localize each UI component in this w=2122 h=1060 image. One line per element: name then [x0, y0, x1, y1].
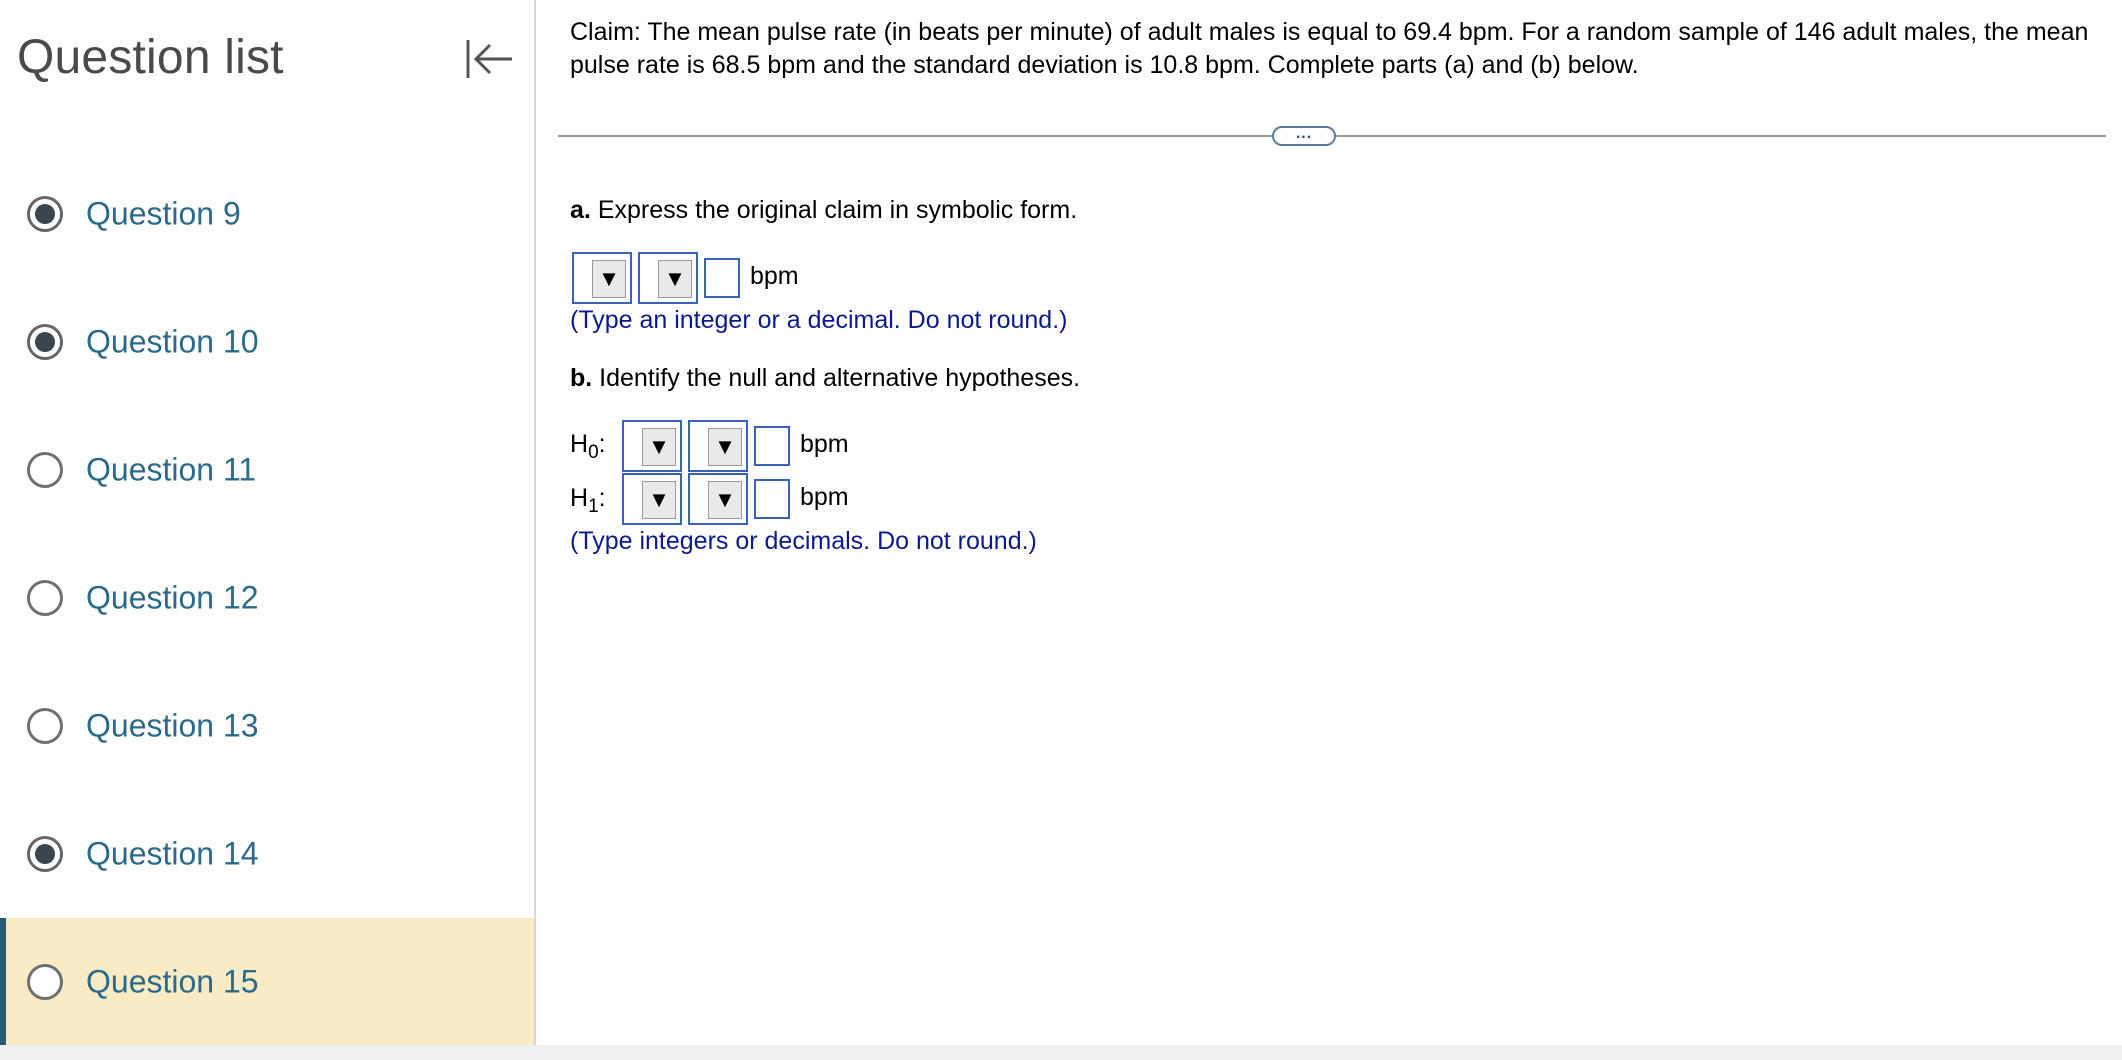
h1-label — [570, 484, 606, 518]
question-label: Question 9 — [86, 195, 241, 232]
collapse-sidebar-button[interactable] — [462, 34, 518, 84]
dropdown-arrow-icon: ▼ — [592, 260, 626, 298]
h1-relation-dropdown[interactable] — [688, 473, 748, 525]
question-item-10[interactable] — [0, 278, 534, 406]
part-a-text: Express the original claim in symbolic form. — [597, 196, 1078, 224]
h1-parameter-dropdown[interactable] — [622, 473, 682, 525]
dropdown-arrow-icon: ▼ — [658, 260, 692, 298]
h0-value-input[interactable] — [754, 426, 790, 466]
h1-answer-row — [622, 473, 882, 527]
answered-radio-icon — [27, 836, 63, 872]
question-item-11[interactable] — [0, 406, 534, 534]
question-content — [538, 0, 2122, 1045]
question-label: Question 12 — [86, 579, 259, 616]
part-a-relation-dropdown[interactable] — [638, 252, 698, 304]
part-b-hint: (Type integers or decimals. Do not round.) — [570, 527, 1037, 555]
part-b-prompt — [570, 364, 1080, 393]
h0-symbol: H — [570, 430, 589, 458]
h1-symbol: H — [570, 484, 589, 512]
part-a-prompt — [570, 196, 1077, 225]
question-label: Question 10 — [86, 323, 259, 360]
question-list-sidebar — [0, 0, 536, 1045]
question-item-15[interactable] — [0, 918, 534, 1046]
part-a-parameter-dropdown[interactable] — [572, 252, 632, 304]
dropdown-arrow-icon: ▼ — [708, 428, 742, 466]
unanswered-radio-icon — [27, 964, 63, 1000]
h1-unit: bpm — [800, 483, 849, 511]
unanswered-radio-icon — [27, 708, 63, 744]
unanswered-radio-icon — [27, 452, 63, 488]
part-a-letter: a. — [570, 196, 591, 224]
answered-radio-icon — [27, 196, 63, 232]
part-a-unit: bpm — [750, 262, 799, 290]
part-b-letter: b. — [570, 364, 593, 392]
question-label: Question 11 — [86, 451, 257, 488]
part-a-answer-row — [572, 252, 832, 306]
h0-relation-dropdown[interactable] — [688, 420, 748, 472]
dropdown-arrow-icon: ▼ — [642, 428, 676, 466]
h0-colon: : — [598, 430, 606, 458]
question-item-14[interactable] — [0, 790, 534, 918]
h1-subscript: 1 — [588, 496, 599, 517]
h0-label — [570, 430, 606, 464]
h1-value-input[interactable] — [754, 479, 790, 519]
question-item-12[interactable] — [0, 534, 534, 662]
h0-unit: bpm — [800, 430, 849, 458]
dropdown-arrow-icon: ▼ — [708, 481, 742, 519]
question-label: Question 13 — [86, 707, 259, 744]
collapse-left-icon — [462, 34, 518, 84]
h0-subscript: 0 — [588, 442, 599, 463]
question-label: Question 14 — [86, 835, 259, 872]
h1-colon: : — [598, 484, 606, 512]
question-claim-text: Claim: The mean pulse rate (in beats per minute) of adult males is equal to 69.4 bpm. For a random sample of 146 adult males, the mean pulse rate is 68.5 bpm and the standard deviation is 10.8 bpm. Complete parts (a) and (b) below. — [570, 18, 2089, 79]
answered-radio-icon — [27, 324, 63, 360]
part-a-value-input[interactable] — [704, 258, 740, 298]
bottom-bar — [0, 1045, 2122, 1060]
h0-parameter-dropdown[interactable] — [622, 420, 682, 472]
question-item-13[interactable] — [0, 662, 534, 790]
expand-more-button[interactable]: ... — [1272, 126, 1336, 146]
dropdown-arrow-icon: ▼ — [642, 481, 676, 519]
question-label: Question 15 — [86, 963, 259, 1000]
unanswered-radio-icon — [27, 580, 63, 616]
sidebar-title: Question list — [17, 31, 284, 84]
question-item-9[interactable] — [0, 150, 534, 278]
h0-answer-row — [622, 420, 882, 474]
part-b-text: Identify the null and alternative hypotheses. — [599, 364, 1081, 392]
part-a-hint: (Type an integer or a decimal. Do not round.) — [570, 306, 1068, 334]
